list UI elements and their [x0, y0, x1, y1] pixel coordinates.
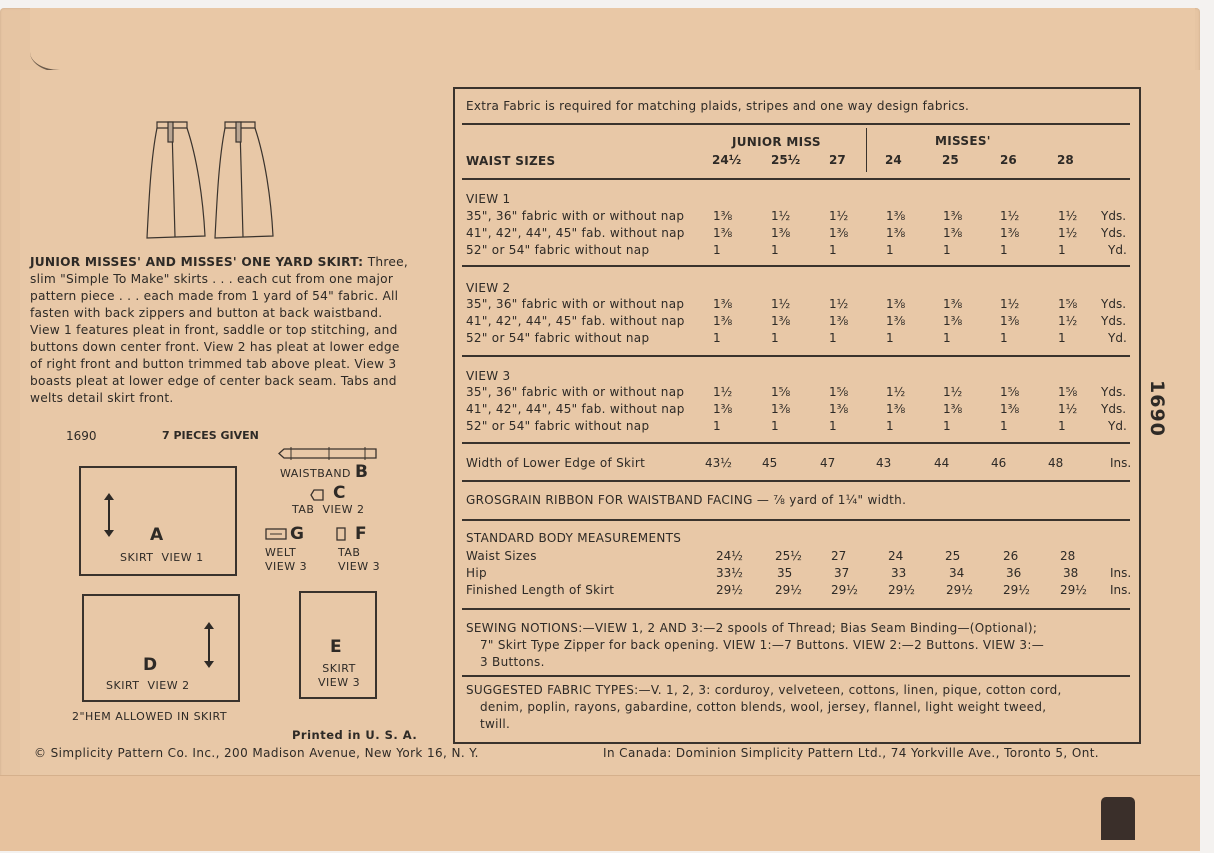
yardage-cell: 1½ [713, 385, 733, 399]
waist-sizes-label: WAIST SIZES [466, 154, 556, 168]
envelope-tab-notch [1101, 797, 1135, 840]
lower-edge-cell: 43½ [705, 456, 732, 470]
yardage-cell: 1⅜ [713, 314, 733, 328]
yardage-row-fabric: 35", 36" fabric with or without nap [466, 209, 685, 223]
body-cell: 29½ [716, 583, 743, 597]
yardage-cell: 1 [1058, 419, 1066, 433]
yardage-cell: 1⅜ [886, 314, 906, 328]
piece-g-letter: G [290, 524, 304, 544]
extra-fabric-note: Extra Fabric is required for matching plaids, stripes and one way design fabrics. [466, 99, 970, 113]
yardage-cell: 1½ [1058, 209, 1078, 223]
yardage-cell: 1⅝ [1000, 385, 1020, 399]
grosgrain-note: GROSGRAIN RIBBON FOR WAISTBAND FACING — ⅞ yard of 1¼" width. [466, 493, 907, 507]
unit-label: Yds. [1101, 385, 1127, 399]
lower-edge-cell: 45 [762, 456, 778, 470]
body-cell: 33 [891, 566, 907, 580]
divider [462, 442, 1130, 444]
envelope-top-flap [30, 8, 1195, 72]
yardage-cell: 1 [886, 419, 894, 433]
lower-edge-cell: 46 [991, 456, 1007, 470]
divider [462, 265, 1130, 267]
piece-f-label: TAB VIEW 3 [338, 546, 381, 573]
yardage-cell: 1⅝ [1058, 385, 1078, 399]
yardage-cell: 1⅜ [943, 209, 963, 223]
yardage-row-fabric: 41", 42", 44", 45" fab. without nap [466, 314, 685, 328]
yardage-cell: 1 [829, 243, 837, 257]
grainline-arrow-icon [208, 626, 210, 664]
body-row-label: Finished Length of Skirt [466, 583, 615, 597]
pieces-given: 7 PIECES GIVEN [162, 429, 259, 442]
divider [462, 480, 1130, 482]
divider [462, 123, 1130, 125]
yardage-cell: 1⅝ [829, 385, 849, 399]
yardage-cell: 1½ [1058, 314, 1078, 328]
yardage-cell: 1⅜ [886, 297, 906, 311]
piece-f-letter: F [355, 524, 367, 544]
yardage-row-fabric: 35", 36" fabric with or without nap [466, 385, 685, 399]
yardage-cell: 1½ [1000, 297, 1020, 311]
printed-in-usa: Printed in U. S. A. [292, 728, 418, 742]
yardage-cell: 1½ [771, 297, 791, 311]
size-header: 24 [885, 153, 902, 167]
yardage-cell: 1 [1000, 419, 1008, 433]
yardage-cell: 1 [829, 419, 837, 433]
yardage-cell: 1 [1000, 243, 1008, 257]
yardage-cell: 1⅜ [1000, 226, 1020, 240]
unit-label: Yd. [1108, 243, 1127, 257]
yardage-cell: 1 [771, 331, 779, 345]
body-cell: 34 [949, 566, 965, 580]
unit-label: Yds. [1101, 226, 1127, 240]
body-cell: 33½ [716, 566, 743, 580]
canada-address: In Canada: Dominion Simplicity Pattern Ltd., 74 Yorkville Ave., Toronto 5, Ont. [603, 746, 1100, 760]
divider [462, 355, 1130, 357]
welt-g-piece-icon [265, 528, 287, 540]
unit-label: Yds. [1101, 209, 1127, 223]
yardage-cell: 1⅜ [829, 314, 849, 328]
yardage-cell: 1½ [1058, 402, 1078, 416]
yardage-row-fabric: 52" or 54" fabric without nap [466, 331, 650, 345]
lower-edge-cell: 47 [820, 456, 836, 470]
yardage-cell: 1 [713, 243, 721, 257]
yardage-cell: 1 [943, 419, 951, 433]
size-header: 26 [1000, 153, 1017, 167]
yardage-cell: 1⅜ [886, 402, 906, 416]
tab-f-piece-icon [336, 527, 346, 541]
yardage-cell: 1½ [771, 209, 791, 223]
yardage-cell: 1⅝ [1058, 297, 1078, 311]
piece-e-letter: E [330, 637, 342, 657]
yardage-cell: 1⅜ [771, 226, 791, 240]
piece-g-label: WELT VIEW 3 [265, 546, 308, 573]
yardage-cell: 1⅝ [771, 385, 791, 399]
column-group-separator [866, 128, 867, 172]
size-header: 24½ [712, 153, 742, 167]
yardage-cell: 1⅜ [1000, 402, 1020, 416]
body-cell: 28 [1060, 549, 1076, 563]
unit-label: Ins. [1110, 583, 1132, 597]
unit-label: Ins. [1110, 456, 1132, 470]
piece-a-label: SKIRT VIEW 1 [120, 551, 204, 564]
misses-header: MISSES' [935, 134, 991, 148]
lower-edge-cell: 43 [876, 456, 892, 470]
yardage-cell: 1⅜ [713, 297, 733, 311]
yardage-cell: 1 [886, 243, 894, 257]
piece-d-label: SKIRT VIEW 2 [106, 679, 190, 692]
divider [462, 178, 1130, 180]
size-header: 25 [942, 153, 959, 167]
unit-label: Yds. [1101, 297, 1127, 311]
yardage-cell: 1½ [886, 385, 906, 399]
size-header: 25½ [771, 153, 801, 167]
body-cell: 36 [1006, 566, 1022, 580]
hem-note: 2"HEM ALLOWED IN SKIRT [72, 710, 228, 723]
piece-a-letter: A [150, 525, 164, 545]
piece-b-label: WAISTBAND B [280, 462, 369, 482]
body-cell: 29½ [946, 583, 973, 597]
body-cell: 35 [777, 566, 793, 580]
yardage-cell: 1⅜ [943, 314, 963, 328]
yardage-cell: 1⅜ [713, 402, 733, 416]
side-pattern-number: 1690 [1146, 380, 1168, 437]
tab-c-piece-icon [310, 489, 324, 501]
body-cell: 29½ [1060, 583, 1087, 597]
body-cell: 26 [1003, 549, 1019, 563]
unit-label: Yds. [1101, 314, 1127, 328]
yardage-cell: 1 [943, 243, 951, 257]
sewing-notions: SEWING NOTIONS:—VIEW 1, 2 AND 3:—2 spools of Thread; Bias Seam Binding—(Optional); 7" Skirt Type Zipper for back opening. VIEW 1:—7 Buttons. VIEW 2:—2 Buttons. VIEW 3:— 3 Buttons. [466, 621, 1045, 669]
yardage-row-fabric: 52" or 54" fabric without nap [466, 243, 650, 257]
yardage-cell: 1 [886, 331, 894, 345]
size-header: 27 [829, 153, 846, 167]
yardage-row-fabric: 35", 36" fabric with or without nap [466, 297, 685, 311]
pattern-number: 1690 [66, 429, 97, 443]
pattern-description [30, 254, 410, 407]
view-2-label: VIEW 2 [466, 281, 511, 295]
yardage-cell: 1 [1000, 331, 1008, 345]
grainline-arrow-icon [108, 497, 110, 533]
unit-label: Yds. [1101, 402, 1127, 416]
yardage-cell: 1 [713, 419, 721, 433]
body-cell: 37 [834, 566, 850, 580]
lower-edge-cell: 44 [934, 456, 950, 470]
yardage-cell: 1⅜ [886, 209, 906, 223]
body-cell: 25 [945, 549, 961, 563]
waistband-piece-icon [278, 447, 378, 461]
yardage-cell: 1 [1058, 331, 1066, 345]
body-measurements-title: STANDARD BODY MEASUREMENTS [466, 531, 682, 545]
body-cell: 29½ [888, 583, 915, 597]
body-cell: 25½ [775, 549, 802, 563]
body-row-label: Waist Sizes [466, 549, 537, 563]
yardage-cell: 1 [771, 419, 779, 433]
divider [462, 519, 1130, 521]
yardage-cell: 1⅜ [771, 314, 791, 328]
body-cell: 29½ [831, 583, 858, 597]
skirt-illustration [145, 118, 275, 243]
body-cell: 38 [1063, 566, 1079, 580]
body-cell: 24 [888, 549, 904, 563]
body-cell: 27 [831, 549, 847, 563]
size-header: 28 [1057, 153, 1074, 167]
suggested-fabric-types: SUGGESTED FABRIC TYPES:—V. 1, 2, 3: corduroy, velveteen, cottons, linen, pique, cotton cord, denim, poplin, rayons, gabardine, cotton blends, wool, jersey, flannel, light weight tweed, twill. [466, 683, 1062, 731]
yardage-cell: 1½ [1000, 209, 1020, 223]
junior-miss-header: JUNIOR MISS [732, 135, 821, 149]
body-cell: 29½ [775, 583, 802, 597]
copyright-line: © Simplicity Pattern Co. Inc., 200 Madison Avenue, New York 16, N. Y. [34, 746, 479, 760]
view-3-label: VIEW 3 [466, 369, 511, 383]
divider [462, 675, 1130, 677]
unit-label: Ins. [1110, 566, 1132, 580]
yardage-cell: 1½ [829, 297, 849, 311]
body-cell: 24½ [716, 549, 743, 563]
yardage-cell: 1 [943, 331, 951, 345]
yardage-cell: 1½ [829, 209, 849, 223]
body-cell: 29½ [1003, 583, 1030, 597]
yardage-cell: 1⅜ [771, 402, 791, 416]
yardage-cell: 1⅜ [943, 297, 963, 311]
yardage-cell: 1 [1058, 243, 1066, 257]
unit-label: Yd. [1108, 419, 1127, 433]
yardage-row-fabric: 41", 42", 44", 45" fab. without nap [466, 226, 685, 240]
yardage-cell: 1⅜ [886, 226, 906, 240]
envelope-bottom-flap [0, 775, 1200, 851]
yardage-cell: 1⅜ [943, 226, 963, 240]
body-row-label: Hip [466, 566, 487, 580]
piece-c-letter: C [333, 483, 346, 503]
yardage-cell: 1⅜ [713, 226, 733, 240]
unit-label: Yd. [1108, 331, 1127, 345]
yardage-row-fabric: 52" or 54" fabric without nap [466, 419, 650, 433]
piece-d-letter: D [143, 655, 158, 675]
yardage-cell: 1 [771, 243, 779, 257]
yardage-cell: 1½ [943, 385, 963, 399]
piece-c-label: TAB VIEW 2 [292, 503, 365, 516]
yardage-cell: 1⅜ [1000, 314, 1020, 328]
yardage-cell: 1 [713, 331, 721, 345]
yardage-cell: 1½ [1058, 226, 1078, 240]
view-1-label: VIEW 1 [466, 192, 511, 206]
piece-e-label: SKIRT VIEW 3 [318, 662, 361, 689]
yardage-cell: 1⅜ [713, 209, 733, 223]
pattern-title: JUNIOR MISSES' AND MISSES' ONE YARD SKIRT: [30, 255, 364, 269]
yardage-cell: 1⅜ [829, 402, 849, 416]
lower-edge-cell: 48 [1048, 456, 1064, 470]
lower-edge-label: Width of Lower Edge of Skirt [466, 456, 646, 470]
yardage-row-fabric: 41", 42", 44", 45" fab. without nap [466, 402, 685, 416]
yardage-cell: 1⅜ [829, 226, 849, 240]
yardage-cell: 1 [829, 331, 837, 345]
divider [462, 608, 1130, 610]
pattern-description-text: Three, slim "Simple To Make" skirts . . . each cut from one major pattern piece . . . each made from 1 yard of 54" fabric. All fasten with back zippers and button at back waistband. View 1 features pleat in front, saddle or top stitching, and buttons down center front. View 2 has pleat at lower edge of right front and button trimmed tab above pleat. View 3 boasts pleat at lower edge of center back seam. Tabs and welts detail skirt front. [30, 255, 409, 405]
yardage-cell: 1⅜ [943, 402, 963, 416]
